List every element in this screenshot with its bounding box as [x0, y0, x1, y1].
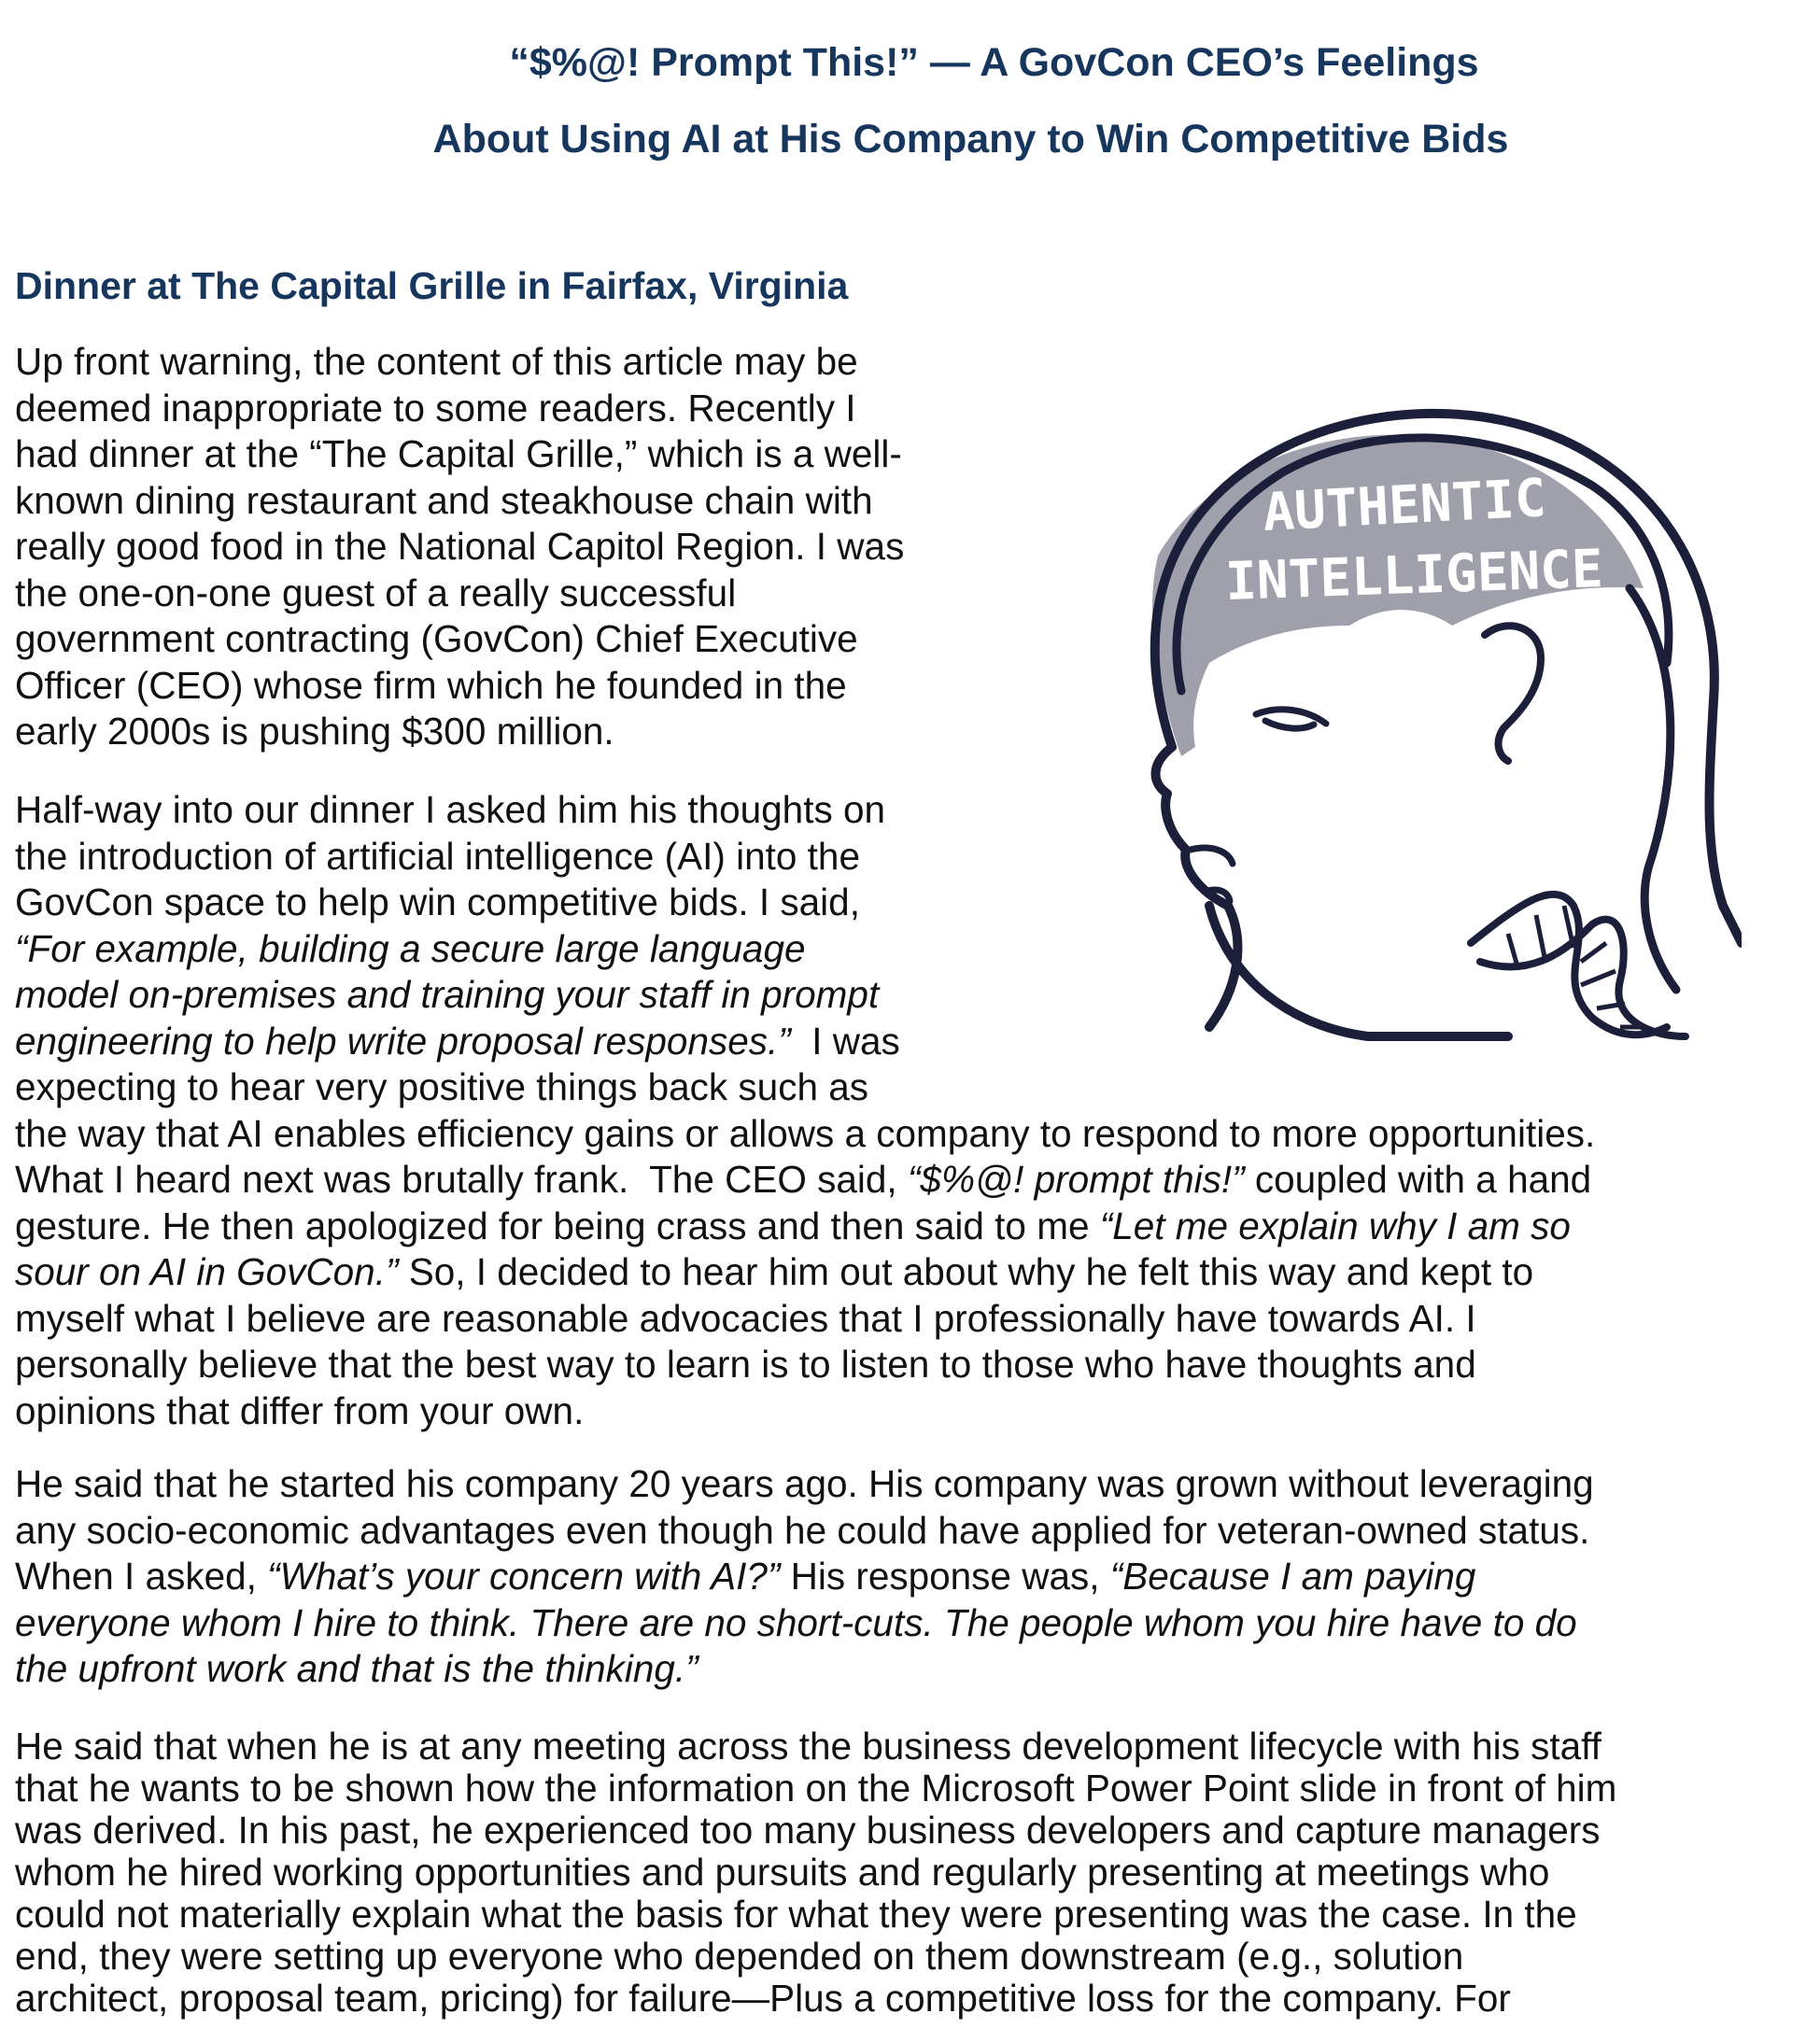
paragraph-line: the one-on-one guest of a really successful [15, 570, 737, 614]
quote-text: “$%@! prompt this!” [907, 1158, 1245, 1201]
paragraph-line: known dining restaurant and steakhouse chain with [15, 478, 873, 522]
quote-line: everyone whom I hire to think. There are no short-cuts. The people whom you hire have to do [15, 1600, 1577, 1644]
authentic-intelligence-illustration [1069, 383, 1742, 1055]
paragraph-line [15, 1204, 1813, 1250]
paragraph-line: really good food in the National Capitol Region. I was [15, 525, 905, 568]
paragraph-line: personally believe that the best way to learn is to listen to those who have thoughts and [15, 1343, 1476, 1386]
paragraph-3 [15, 1461, 1813, 1693]
paragraph-line: Half-way into our dinner I asked him his thoughts on [15, 788, 885, 831]
paragraph-line: opinions that differ from your own. [15, 1388, 585, 1432]
head-with-brain-and-dna-icon [1069, 383, 1742, 1055]
brain-label-line-1: AUTHENTIC [1261, 468, 1548, 543]
paragraph-line: He said that he started his company 20 years ago. His company was grown without leveraging [15, 1462, 1594, 1505]
paragraph-line: the introduction of artificial intelligence (AI) into the [15, 834, 860, 878]
paragraph-line: myself what I believe are reasonable advocacies that I professionally have towards AI. I [15, 1296, 1476, 1340]
paragraph-line: GovCon space to help win competitive bids. I said, [15, 880, 860, 923]
quote-text: sour on AI in GovCon.” [15, 1250, 399, 1293]
paragraph-line: early 2000s is pushing $300 million. [15, 710, 614, 753]
paragraph-line: could not materially explain what the basis for what they were presenting was the case. In the [15, 1893, 1577, 1936]
quote-line: model on-premises and training your staff in prompt [15, 973, 880, 1016]
article-title [0, 24, 1820, 177]
paragraph-line: expecting to hear very positive things back such as [15, 1065, 868, 1108]
paragraph-4 [15, 1725, 1813, 2020]
paragraph-text: coupled with a hand [1244, 1158, 1592, 1201]
quote-text: engineering to help write proposal responses.” [15, 1019, 791, 1063]
quote-line: the upfront work and that is the thinking.” [15, 1647, 698, 1690]
paragraph-line: Officer (CEO) whose firm which he founded in the [15, 663, 847, 707]
paragraph-text: His response was, [780, 1555, 1110, 1598]
paragraph-line: government contracting (GovCon) Chief Executive [15, 617, 858, 660]
mouth-outline [1191, 848, 1233, 901]
ear-outline [1485, 626, 1541, 761]
section-heading: Dinner at The Capital Grille in Fairfax, Virginia [15, 264, 849, 307]
paragraph-text: When I asked, [15, 1555, 268, 1598]
quote-text: “What’s your concern with AI?” [267, 1555, 781, 1598]
eye-outline [1256, 710, 1326, 728]
paragraph-line: that he wants to be shown how the information on the Microsoft Power Point slide in front of him [15, 1767, 1617, 1810]
paragraph-line: the way that AI enables efficiency gains or allows a company to respond to more opportunities. [15, 1111, 1596, 1155]
paragraph-line: whom he hired working opportunities and pursuits and regularly presenting at meetings who [15, 1851, 1550, 1894]
paragraph-text: So, I decided to hear him out about why he felt this way and kept to [398, 1250, 1534, 1293]
paragraph-line: any socio-economic advantages even though he could have applied for veteran-owned status. [15, 1508, 1590, 1552]
paragraph-line: deemed inappropriate to some readers. Recently I [15, 386, 856, 430]
paragraph-line [15, 1554, 1813, 1600]
paragraph-line: Up front warning, the content of this article may be [15, 340, 858, 383]
paragraph-line [15, 1157, 1813, 1204]
jaw-outline [1209, 906, 1508, 1036]
quote-line: “For example, building a secure large language [15, 926, 806, 970]
paragraph-text: gesture. He then apologized for being crass and then said to me [15, 1204, 1100, 1247]
title-line-1: “$%@! Prompt This!” — A GovCon CEO’s Feelings [509, 40, 1479, 85]
brain-label-line-2: INTELLIGENCE [1224, 538, 1604, 613]
quote-text: “Because I am paying [1109, 1555, 1476, 1598]
title-line-2: About Using AI at His Company to Win Competitive Bids [432, 117, 1509, 162]
quote-text: “Let me explain why I am so [1099, 1204, 1571, 1247]
paragraph-line: end, they were setting up everyone who depended on them downstream (e.g., solution [15, 1935, 1464, 1978]
paragraph-line: He said that when he is at any meeting across the business development lifecycle with his staff [15, 1725, 1601, 1767]
paragraph-line: was derived. In his past, he experienced too many business developers and capture managers [15, 1809, 1601, 1852]
paragraph-text: I was [790, 1019, 900, 1063]
paragraph-line: had dinner at the “The Capital Grille,” which is a well- [15, 432, 902, 475]
paragraph-line: architect, proposal team, pricing) for failure—Plus a competitive loss for the company. For [15, 1977, 1511, 2020]
paragraph-line [15, 1249, 1813, 1296]
paragraph-text: What I heard next was brutally frank. The CEO said, [15, 1158, 908, 1201]
